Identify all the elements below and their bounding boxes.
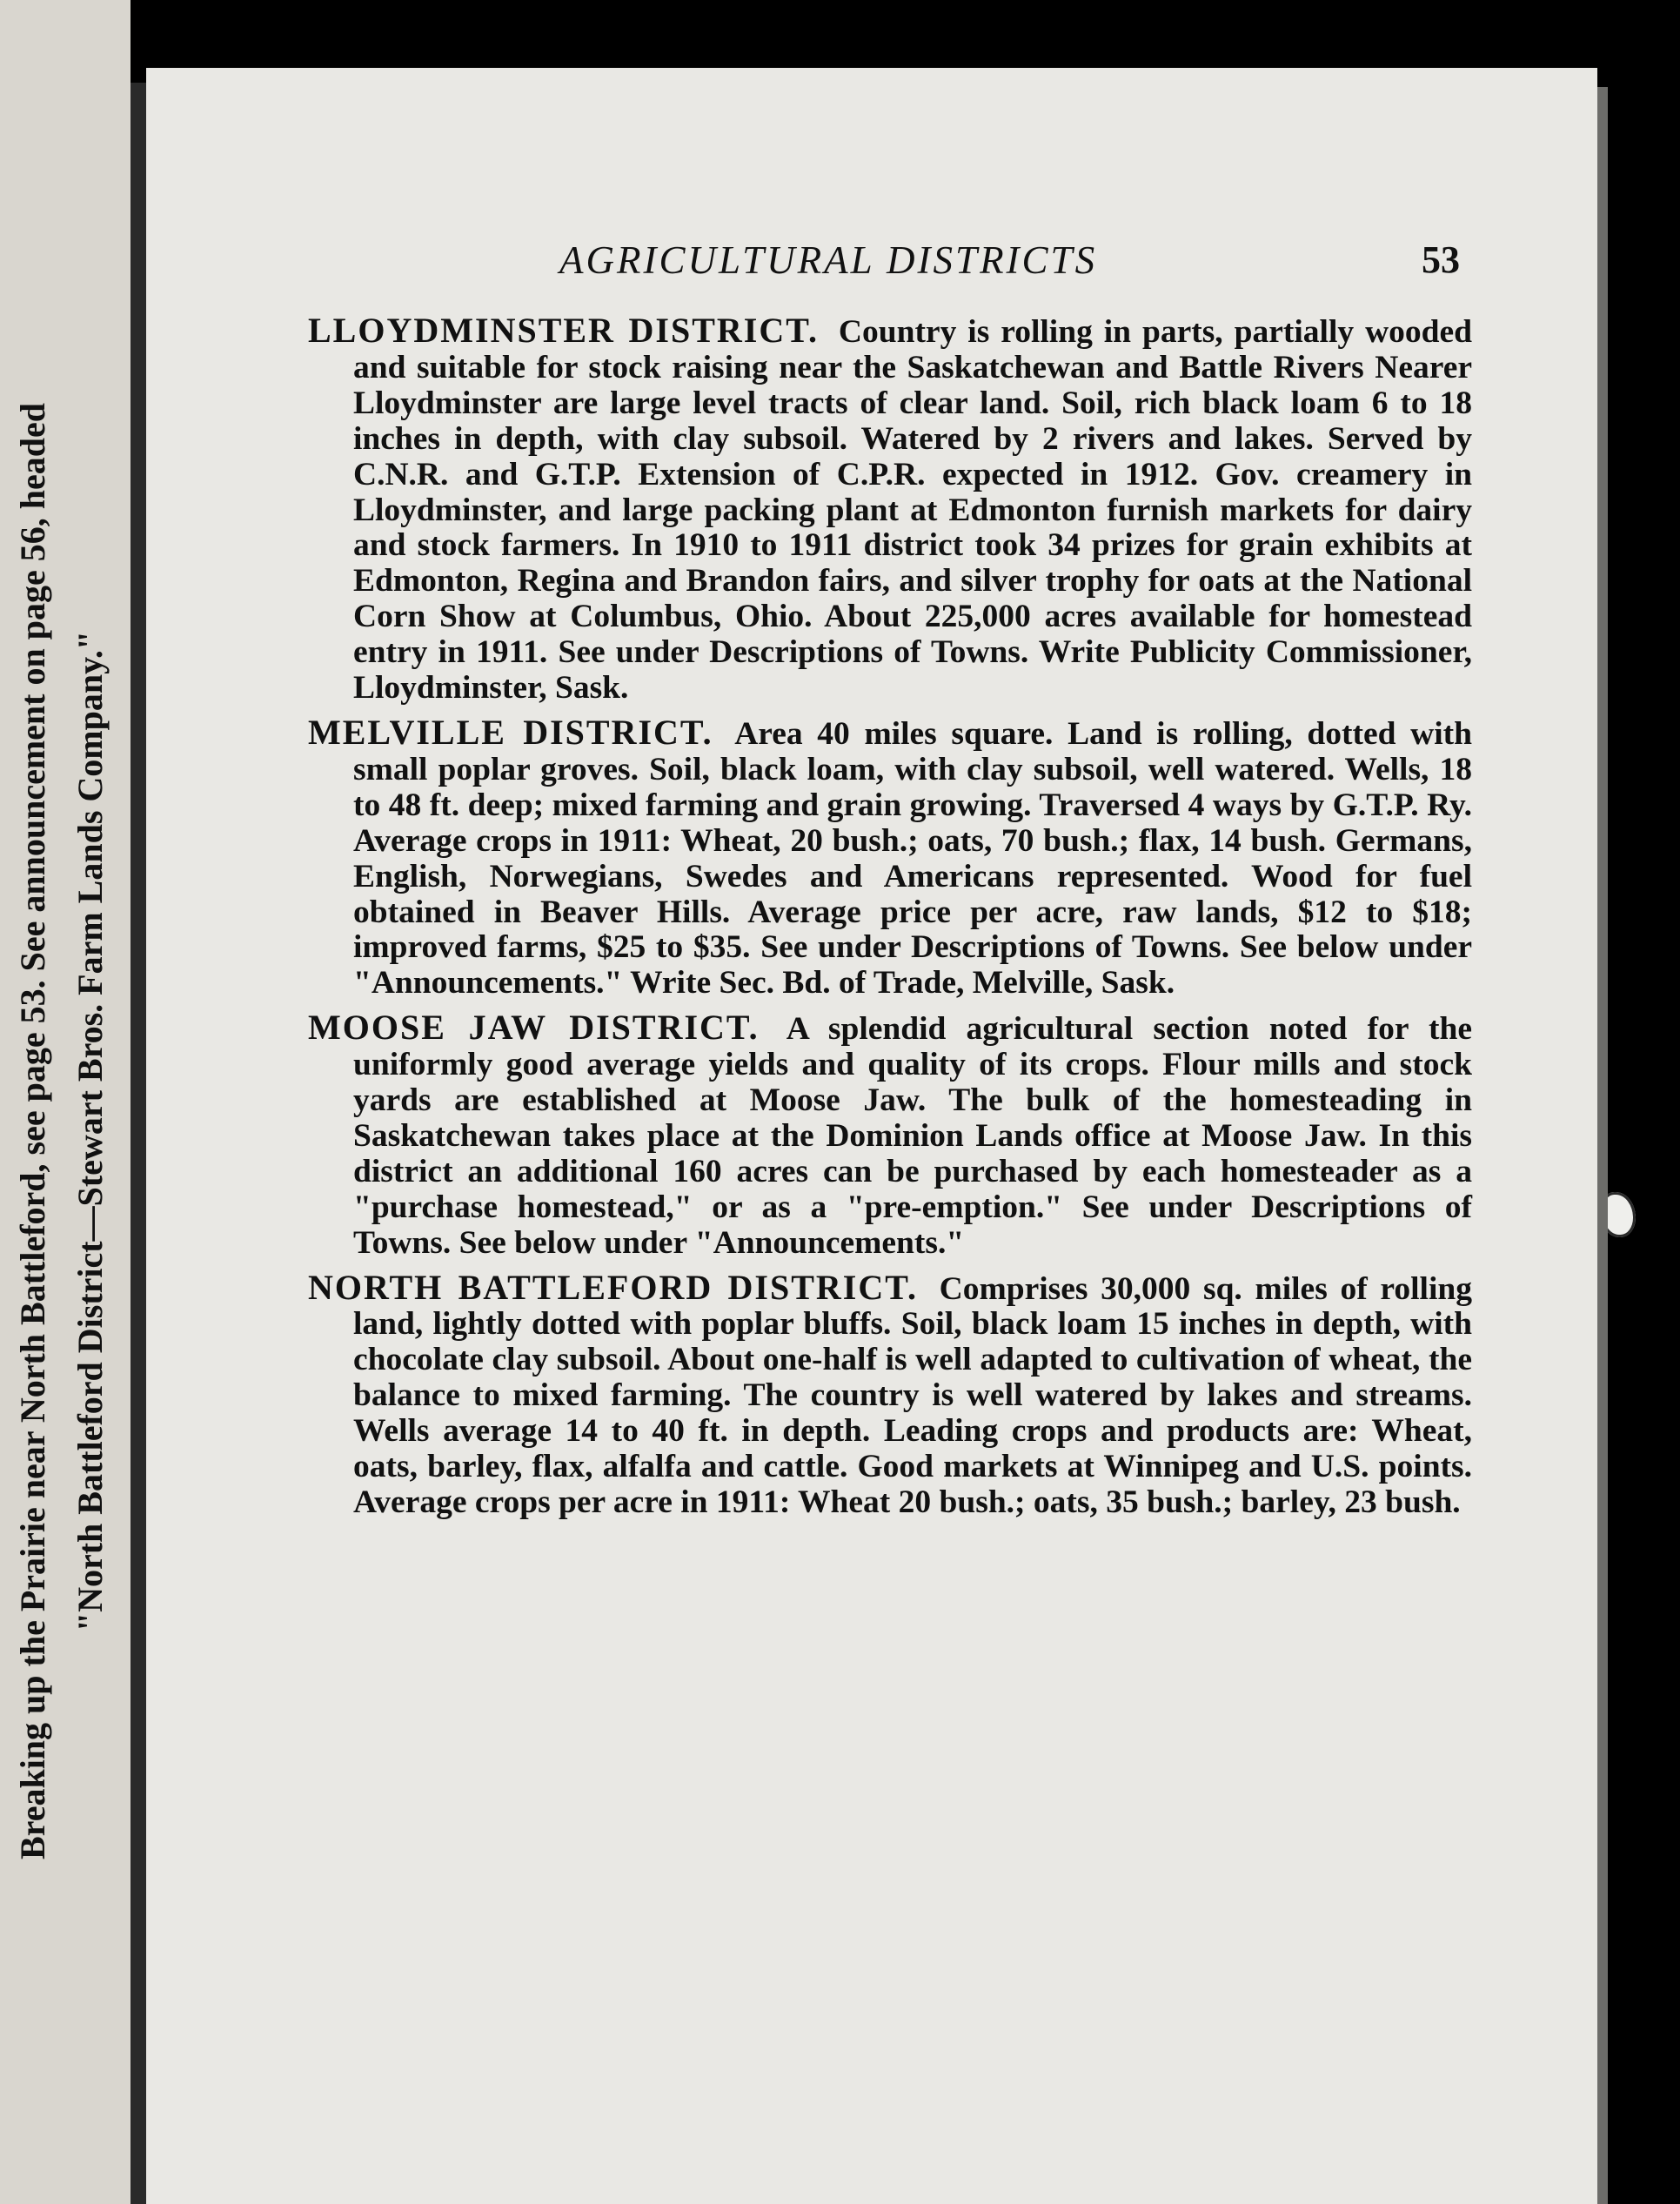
page-edge-shadow [1597,87,1608,2204]
left-page-caption-line-2: "North Battleford District—Stewart Bros. Farm Lands Company." [70,630,110,1632]
district-entry-north-battleford [308,1267,1472,1521]
district-text: Area 40 miles square. Land is rolling, dotted with small poplar groves. Soil, black loam, with clay subsoil, well watered. Wells, 18 to 48 ft. deep; mixed farming and grain growing. Traversed 4 ways by G.T.P. Ry. Average crops in 1911: Wheat, 20 bush.; oats, 70 bush.; flax, 14 bush. Germans, English, Norwegians, Swedes and Americans represented. Wood for fuel obtained in Beaver Hills. Average price per acre, raw lands, $12 to $18; improved farms, $25 to $35. See under Descriptions of Towns. See below under "Announcements." Write Sec. Bd. of Trade, Melville, Sask. [353,715,1472,1002]
district-heading: LLOYDMINSTER DISTRICT. [308,311,819,350]
district-entry-melville [308,712,1472,1002]
district-text: A splendid agricultural section noted for the uniformly good average yields and quality of its crops. Flour mills and stock yards are established at Moose Jaw. The bulk of the homesteading in Saskatchewan takes place at the Dominion Lands office at Moose Jaw. In this district an additional 160 acres can be purchased by each homesteader as a "purchase homestead," or as a "pre-emption." See under Descriptions of Towns. See below under "Announcements." [353,1011,1472,1261]
district-heading: MOOSE JAW DISTRICT. [308,1008,760,1048]
page-body [308,313,1472,1530]
district-text: Country is rolling in parts, partially wooded and suitable for stock raising near the Saskatchewan and Battle Rivers Nearer Lloydminster are large level tracts of clear land. Soil, rich black loam 6 to 18 inches in depth, with clay subsoil. Watered by 2 rivers and lakes. Served by C.N.R. and G.T.P. Extension of C.P.R. expected in 1912. Gov. creamery in Lloydminster, and large packing plant at Edmonton furnish markets for dairy and stock farmers. In 1910 to 1911 district took 34 prizes for grain exhibits at Edmonton, Regina and Brandon fairs, and silver trophy for oats at the National Corn Show at Columbus, Ohio. About 225,000 acres available for homestead entry in 1911. See under Descriptions of Towns. Write Publicity Commissioner, Lloydminster, Sask. [353,314,1473,707]
district-entry-lloydminster [308,313,1472,707]
page-number: 53 [1422,238,1460,281]
district-entry-moose-jaw [308,1010,1472,1261]
right-page [146,68,1597,2204]
left-page-caption-line-1: Breaking up the Prairie near North Battleford, see page 53. See announcement on page 56, headed [13,403,52,1860]
district-text: Comprises 30,000 sq. miles of rolling land, lightly dotted with poplar bluffs. Soil, black loam 15 inches in depth, with chocolate clay subsoil. About one-half is well adapted to cultivation of wheat, the balance to mixed farming. The country is well watered by lakes and streams. Wells average 14 to 40 ft. in depth. Leading crops and products are: Wheat, oats, barley, flax, alfalfa and cattle. Good markets at Winnipeg and U.S. points. Average crops per acre in 1911: Wheat 20 bush.; oats, 35 bush.; barley, 23 bush. [353,1270,1472,1520]
district-heading: MELVILLE DISTRICT. [308,712,713,752]
left-page-caption [4,131,126,2132]
book-gutter [131,83,146,2204]
left-page-fragment [0,0,131,2204]
page-header [146,238,1597,307]
running-head: AGRICULTURAL DISTRICTS [559,238,1098,282]
district-heading: NORTH BATTLEFORD DISTRICT. [308,1267,918,1307]
